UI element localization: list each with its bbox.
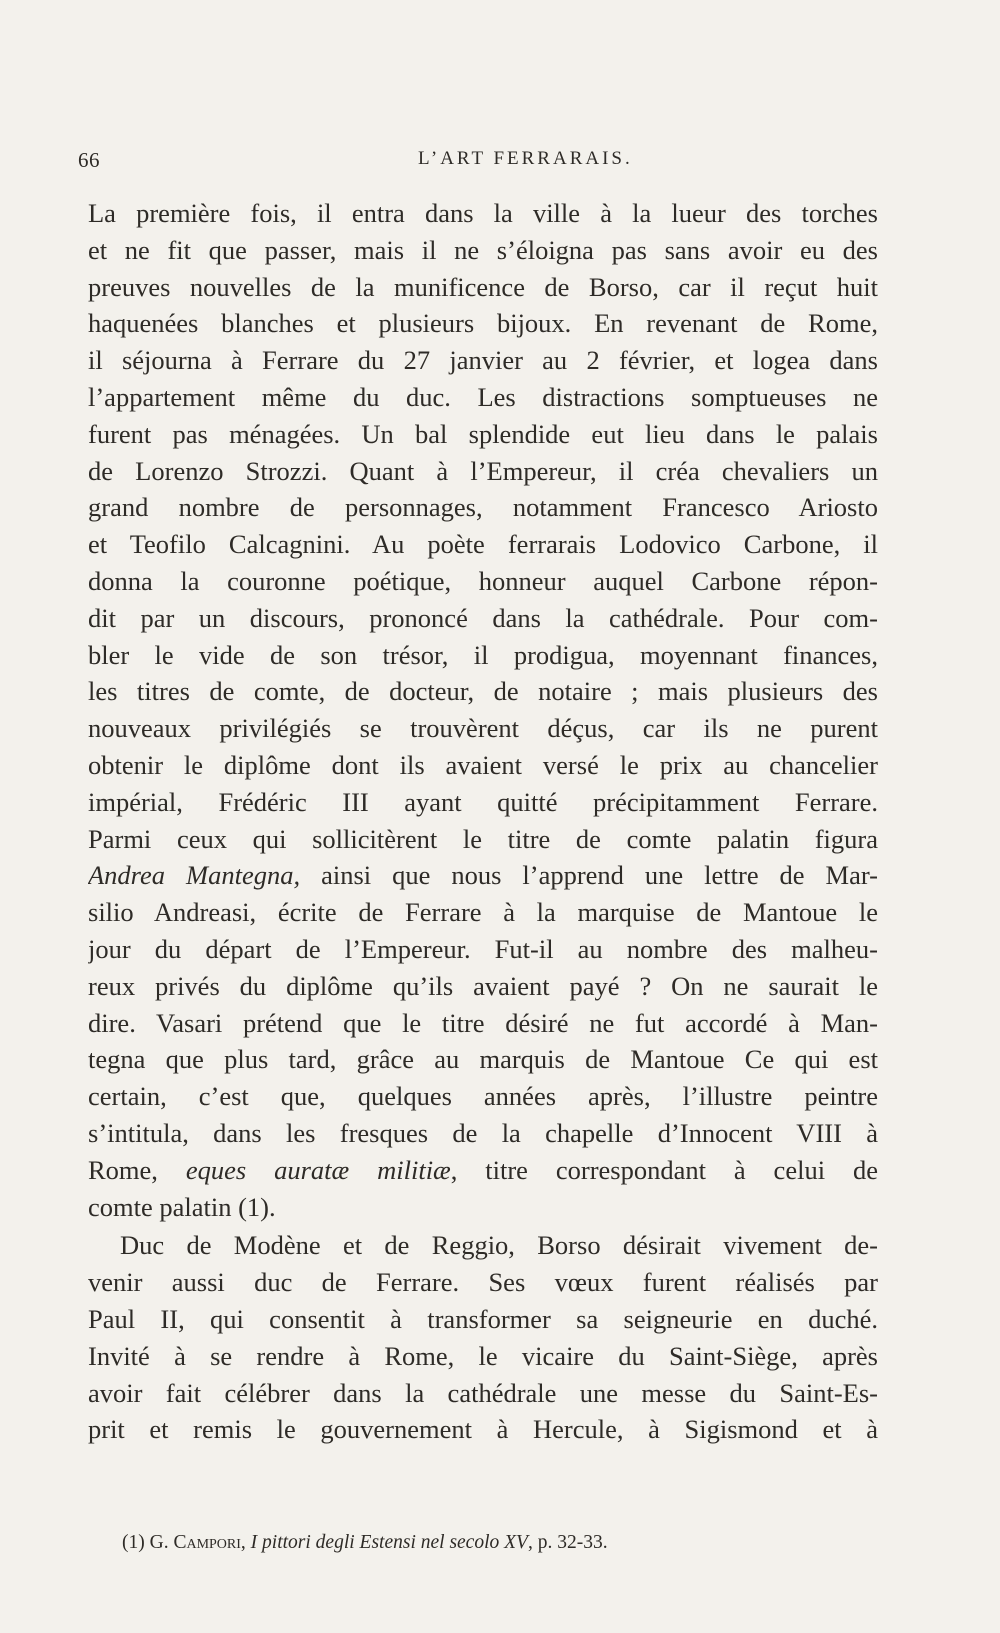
text-line: il séjourna à Ferrare du 27 janvier au 2 février, et logea dans (88, 345, 878, 376)
text-line: dire. Vasari prétend que le titre désiré ne fut accordé à Man- (88, 1007, 878, 1038)
text-line: silio Andreasi, écrite de Ferrare à la marquise de Mantoue le (88, 897, 878, 928)
footnote (122, 1532, 822, 1554)
text-line: Duc de Modène et de Reggio, Borso désirait vivement de- (120, 1230, 878, 1261)
text-line: furent pas ménagées. Un bal splendide eut lieu dans le palais (88, 418, 878, 449)
text-line: comte palatin (1). (88, 1191, 276, 1222)
text-fragment: Rome, (88, 1154, 186, 1185)
text-line: La première fois, il entra dans la ville à la lueur des torches (88, 198, 878, 228)
text-line: Parmi ceux qui sollicitèrent le titre de comte palatin figura (88, 823, 878, 854)
body-text (88, 195, 878, 1448)
page-header (78, 148, 898, 188)
text-line: venir aussi duc de Ferrare. Ses vœux furent réalisés par (88, 1267, 878, 1298)
text-line: et ne fit que passer, mais il ne s’éloigna pas sans avoir eu des (88, 234, 878, 265)
text-fragment: ainsi que nous l’apprend une lettre de Mar- (300, 860, 878, 891)
text-line: haquenées blanches et plusieurs bijoux. En revenant de Rome, (88, 308, 878, 339)
text-line: avoir fait célébrer dans la cathédrale une messe du Saint-Es- (88, 1377, 878, 1408)
paragraph-2 (88, 1227, 878, 1448)
text-line: donna la couronne poétique, honneur auquel Carbone répon- (88, 565, 878, 596)
text-line: Invité à se rendre à Rome, le vicaire du Saint-Siège, après (88, 1340, 878, 1371)
text-line: s’intitula, dans les fresques de la chapelle d’Innocent VIII à (88, 1117, 878, 1148)
footnote-author: Campori (173, 1532, 241, 1553)
text-line: bler le vide de son trésor, il prodigua, moyennant finances, (88, 639, 878, 670)
footnote-pages: , p. 32-33. (527, 1532, 608, 1553)
running-title: L’ART FERRARAIS. (418, 148, 633, 169)
text-line: et Teofilo Calcagnini. Au poète ferrarais Lodovico Carbone, il (88, 529, 878, 560)
italic-latin-phrase: eques auratæ militiæ (185, 1154, 451, 1185)
page-number: 66 (78, 148, 100, 172)
text-line (88, 1152, 878, 1189)
text-line: certain, c’est que, quelques années après, l’illustre peintre (88, 1081, 878, 1112)
text-line: impérial, Frédéric III ayant quitté précipitamment Ferrare. (88, 786, 878, 817)
text-line: prit et remis le gouvernement à Hercule, à Sigismond et à (88, 1414, 878, 1445)
footnote-marker: (1) G. (122, 1532, 174, 1553)
text-line: tegna que plus tard, grâce au marquis de Mantoue Ce qui est (88, 1044, 878, 1075)
text-line: jour du départ de l’Empereur. Fut-il au nombre des malheu- (88, 933, 878, 964)
text-line: grand nombre de personnages, notamment Francesco Ariosto (88, 492, 878, 523)
text-line: dit par un discours, prononcé dans la cathédrale. Pour com- (88, 602, 878, 633)
text-line: preuves nouvelles de la munificence de Borso, car il reçut huit (88, 271, 878, 302)
paragraph-1 (88, 195, 878, 1225)
text-line: reux privés du diplôme qu’ils avaient payé ? On ne saurait le (88, 970, 878, 1001)
text-line: Paul II, qui consentit à transformer sa seigneurie en duché. (88, 1303, 878, 1334)
text-line: les titres de comte, de docteur, de notaire ; mais plusieurs des (88, 676, 878, 707)
text-line: obtenir le diplôme dont ils avaient versé le prix au chancelier (88, 749, 878, 780)
footnote-separator: , (240, 1532, 251, 1553)
footnote-title: I pittori degli Estensi nel secolo XV (250, 1532, 528, 1553)
text-line: de Lorenzo Strozzi. Quant à l’Empereur, il créa chevaliers un (88, 455, 878, 486)
italic-name: Andrea Mantegna, (88, 860, 301, 891)
text-fragment: , titre correspondant à celui de (450, 1154, 878, 1185)
text-line: nouveaux privilégiés se trouvèrent déçus, car ils ne purent (88, 713, 878, 744)
text-line (88, 857, 878, 894)
text-line: l’appartement même du duc. Les distractions somptueuses ne (88, 381, 878, 412)
